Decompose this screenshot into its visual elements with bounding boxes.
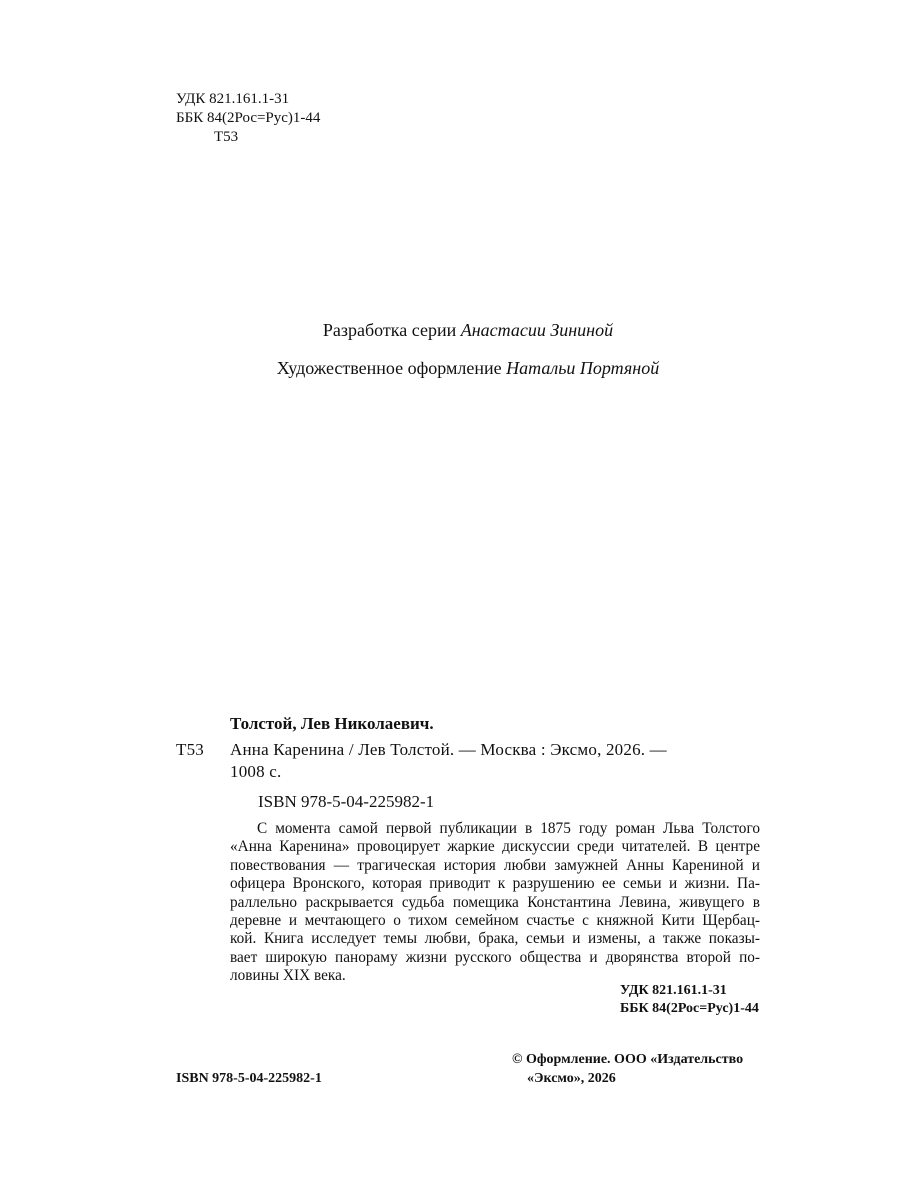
author-heading: Толстой, Лев Николаевич.	[230, 714, 434, 733]
footer-isbn: ISBN 978-5-04-225982-1	[176, 1071, 322, 1086]
annotation-line: кой. Книга исследует темы любви, брака, семьи и измены, а также показы-	[230, 930, 760, 948]
udk-code: УДК 821.161.1-31	[176, 91, 290, 107]
annotation-line: С момента самой первой публикации в 1875 году роман Льва Толстого	[257, 820, 760, 837]
annotation-line: повествования — трагическая история любви замужней Анны Карениной и	[230, 856, 760, 874]
biblio-description-line2: 1008 с.	[230, 762, 282, 781]
annotation	[230, 820, 760, 986]
biblio-isbn: ISBN 978-5-04-225982-1	[258, 792, 435, 811]
annotation-line: офицера Вронского, которая приводит к разрушению ее семьи и жизни. Па-	[230, 875, 760, 893]
annotation-line: раллельно раскрывается судьба помещика Константина Левина, живущего в	[230, 893, 760, 911]
bottom-udk-code: УДК 821.161.1-31	[620, 983, 727, 998]
biblio-description-line1: Анна Каренина / Лев Толстой. — Москва : Эксмо, 2026. —	[230, 740, 667, 759]
annotation-line: «Анна Каренина» провоцирует жаркие дискуссии среди читателей. В центре	[230, 838, 760, 856]
design-credit-person: Натальи Портяной	[506, 358, 660, 378]
series-credit	[0, 320, 900, 341]
design-credit	[0, 358, 900, 379]
annotation-line: вает широкую панораму жизни русского общества и дворянства второй по-	[230, 948, 760, 966]
series-credit-label: Разработка серии	[322, 320, 461, 340]
annotation-line: ловины XIX века.	[230, 967, 346, 985]
design-credit-label: Художественное оформление	[276, 358, 507, 378]
author-mark: Т53	[214, 129, 239, 145]
biblio-author-mark: Т53	[176, 740, 204, 759]
series-credit-person: Анастасии Зининой	[460, 320, 614, 340]
bottom-bbk-code: ББК 84(2Рос=Рус)1-44	[620, 1001, 759, 1016]
annotation-line: деревне и мечтающего о тихом семейном счастье с княжной Кити Щербац-	[230, 912, 760, 930]
copyright-line2: «Эксмо», 2026	[527, 1071, 616, 1086]
bbk-code: ББК 84(2Рос=Рус)1-44	[176, 110, 321, 126]
copyright-line1: © Оформление. ООО «Издательство	[512, 1052, 744, 1067]
